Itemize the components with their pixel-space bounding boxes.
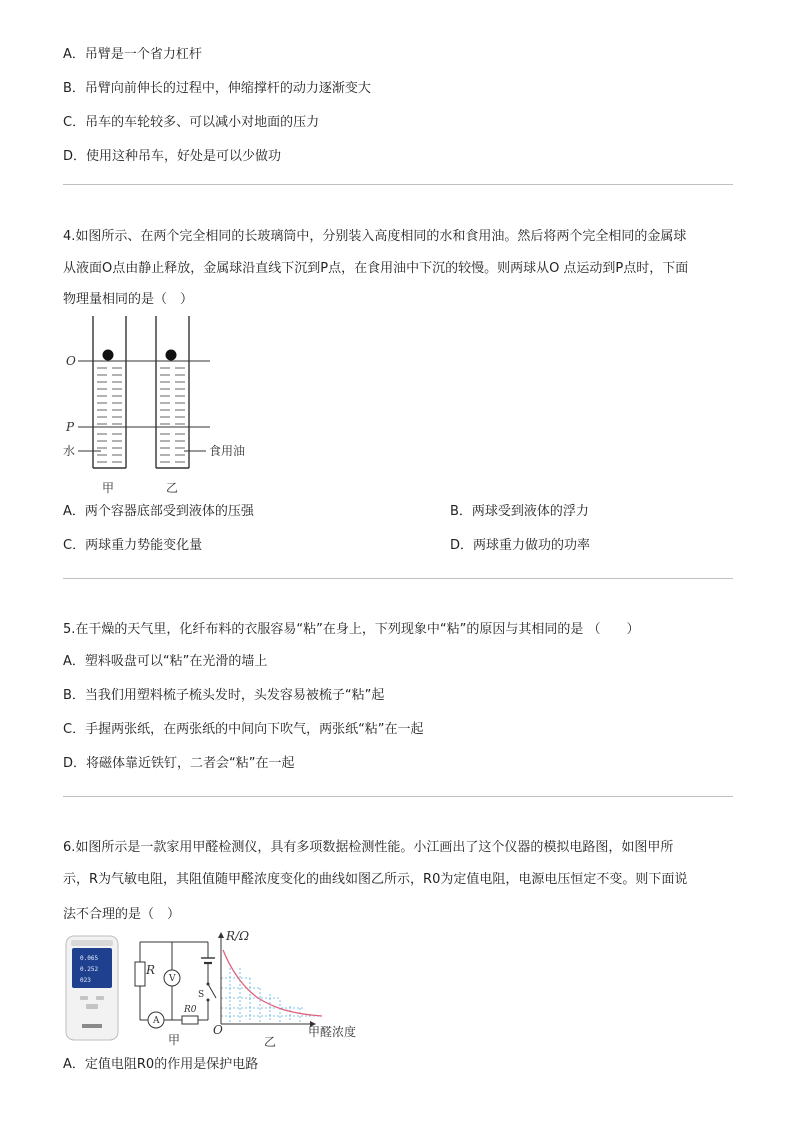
q5-option-b: B．当我们用塑料梳子梳头发时，头发容易被梳子“粘”起 [63, 688, 385, 703]
q4-option-c: C．两球重力势能变化量 [63, 538, 203, 553]
metal-ball-water [103, 350, 114, 361]
battery-icon [201, 958, 215, 984]
label-jia: 甲 [168, 1033, 181, 1047]
q6-stem-line-3: 法不合理的是（ ） [63, 907, 181, 922]
label-a: A [153, 1016, 160, 1026]
q4-stem-line-3: 物理量相同的是（ ） [63, 292, 194, 307]
label-s: S [198, 990, 205, 1000]
metal-ball-oil [166, 350, 177, 361]
divider [63, 796, 733, 797]
label-v: V [169, 974, 176, 984]
q3-option-c: C．吊车的车轮较多、可以减小对地面的压力 [63, 115, 320, 130]
q6-stem-line-1: 6.如图所示是一款家用甲醛检测仪，具有多项数据检测性能。小江画出了这个仪器的模拟电路图，如图甲所 [63, 840, 674, 855]
q4-option-a: A．两个容器底部受到液体的压强 [63, 504, 254, 519]
divider [63, 184, 733, 185]
q5-option-d: D．将磁体靠近铁钉，二者会“粘”在一起 [63, 756, 295, 771]
device-button [80, 996, 88, 1000]
q4-option-b: B．两球受到液体的浮力 [450, 504, 589, 519]
q6-figure [60, 928, 370, 1050]
q3-option-b: B．吊臂向前伸长的过程中，伸缩撑杆的动力逐渐变大 [63, 81, 371, 96]
device-reading-2: 0.252 [80, 966, 99, 973]
label-water: 水 [63, 444, 76, 458]
label-yi: 乙 [264, 1035, 277, 1049]
q4-stem-line-1: 4.如图所示、在两个完全相同的长玻璃筒中，分别装入高度相同的水和食用油。然后将两个完全相同的金属球 [63, 229, 687, 244]
label-oil: 食用油 [209, 444, 246, 458]
resistance-curve [223, 950, 322, 1016]
switch-s [208, 984, 216, 998]
q5-option-a: A．塑料吸盘可以“粘”在光滑的墙上 [63, 654, 268, 669]
water-tube [93, 316, 126, 468]
device-button [96, 996, 104, 1000]
label-o: O [66, 354, 76, 368]
q6-option-a: A．定值电阻R0的作用是保护电路 [63, 1057, 259, 1072]
q4-stem-line-2: 从液面O点由静止释放，金属球沿直线下沉到P点，在食用油中下沉的较慢。则两球从O 点运动到P点时，下面 [63, 261, 689, 276]
divider [63, 578, 733, 579]
label-origin-o: O [213, 1023, 223, 1037]
oil-tube [156, 316, 189, 468]
label-yi: 乙 [166, 481, 179, 495]
x-axis-label: 甲醛浓度 [308, 1025, 357, 1039]
resistor-r0 [182, 1016, 198, 1024]
q3-option-a: A．吊臂是一个省力杠杆 [63, 47, 202, 62]
q5-option-c: C．手握两张纸，在两张纸的中间向下吹气，两张纸“粘”在一起 [63, 722, 424, 737]
resistance-concentration-graph [218, 932, 322, 1027]
q5-stem: 5.在干燥的天气里，化纤布料的衣服容易“粘”在身上，下列现象中“粘”的原因与其相同的是 （ ） [63, 622, 640, 637]
q3-option-d: D．使用这种吊车，好处是可以少做功 [63, 149, 282, 164]
q6-stem-line-2: 示，R为气敏电阻，其阻值随甲醛浓度变化的曲线如图乙所示，R0为定值电阻，电源电压恒定不变。则下面说 [63, 872, 688, 887]
label-jia: 甲 [102, 481, 115, 495]
device-reading-3: 023 [80, 977, 91, 984]
q4-option-d: D．两球重力做功的功率 [450, 538, 591, 553]
q4-figure-cylinders [60, 312, 270, 498]
device-button [86, 1004, 98, 1009]
label-p: P [66, 420, 75, 434]
formaldehyde-detector-device [66, 936, 118, 1040]
resistor-r [135, 962, 145, 986]
device-reading-1: 0.065 [80, 955, 99, 962]
y-axis-label: R/Ω [226, 929, 250, 943]
label-r0: R0 [184, 1005, 197, 1015]
label-r: R [146, 963, 156, 977]
